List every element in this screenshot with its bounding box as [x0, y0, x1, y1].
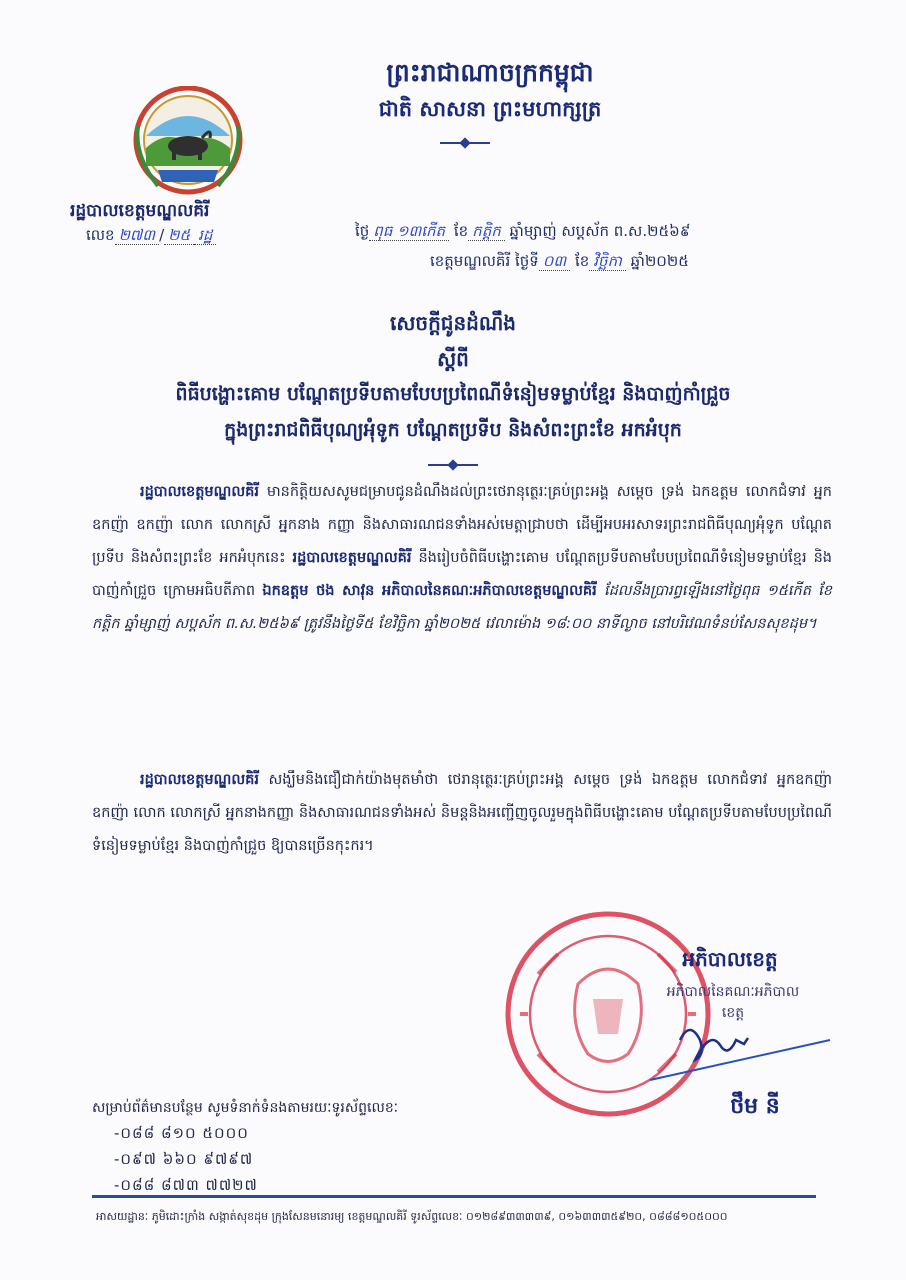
solar-prefix: ខេត្តមណ្ឌលគិរី ថ្ងៃទី [430, 252, 539, 270]
lunar-month-prefix: ខែ [453, 222, 469, 240]
signatory-title: អភិបាលខេត្ត [682, 947, 778, 971]
subject-line-1: ពិធីបង្ហោះគោម បណ្តែតប្រទីបតាមបែបប្រពៃណីទំនៀមទម្លាប់ខ្មែរ និងបាញ់កាំជ្រួច [175, 383, 731, 405]
solar-day: ០៣ [539, 252, 570, 271]
p1-issuer: រដ្ឋបាលខេត្តមណ្ឌលគិរី [140, 484, 259, 500]
p1-event-details: ដែលនឹងប្រារព្ធឡើងនៅថ្ងៃពុធ ១៥កើត ខែកត្តិក ឆ្នាំម្សាញ់ សប្តស័ក ព.ស.២៥៦៩ ត្រូវនឹងថ្ងៃទី៥ ខែវិច្ឆិកា ឆ្នាំ២០២៥ វេលាម៉ោង ១៨:០០ នាទីល្ងាច នៅបរិវេណទំនប់សែនសុខដុម។ [92, 583, 832, 632]
footer-divider [92, 1195, 816, 1198]
reference-number [86, 226, 306, 248]
solar-month: វិច្ឆិកា [589, 252, 626, 271]
phone-number: -០៩៧ ៦៦០ ៩៧៩៧ [114, 1150, 254, 1168]
solar-month-prefix: ខែ [575, 252, 590, 270]
p1-presider: ឯកឧត្តម ថង សាវុន អភិបាលនៃគណៈអភិបាលខេត្តមណ្ឌលគិរី [262, 583, 597, 599]
kingdom-heading: ព្រះរាជាណាចក្រកម្ពុជា [386, 58, 594, 87]
about-label: ស្តីពី [437, 347, 469, 371]
signatory-subtitle: អភិបាលនៃគណៈអភិបាលខេត្ត [666, 984, 800, 1021]
p1-text-1: មានកិត្តិយសសូមជម្រាបជូនដំណឹងដល់ព្រះថេរានុត្ថេរៈគ្រប់ព្រះអង្គ សម្តេច ទ្រង់ ឯកឧត្តម លោកជំទាវ អ្នកឧកញ៉ា ឧកញ៉ា លោក លោកស្រី អ្នកនាង កញ្ញា និងសាធារណជនទាំងអស់មេត្តាជ្រាបថា ដើម្បីអបអរសាទរព្រះរាជពិធីបុណ្យអុំទូក បណ្តែតប្រទីប និងសំពះព្រះខែ អកអំបុកនេះ [92, 484, 832, 566]
ref-code: ២៥ [164, 226, 194, 245]
header-ornament [440, 142, 490, 144]
phone-number: -០៨៨ ៨៧៣ ៧៧២៧ [114, 1176, 258, 1194]
p1-issuer-2: រដ្ឋបាលខេត្តមណ្ឌលគិរី [292, 550, 412, 566]
lunar-day: ពុធ ១៣កើត [369, 222, 449, 241]
p1-text-2: នឹងរៀបចំពិធីបង្ហោះគោម បណ្តែតប្រទីបតាមបែបប្រពៃណីទំនៀមទម្លាប់ខ្មែរ និងបាញ់កាំជ្រួច ក្រោមអធិបតីភាព [92, 550, 832, 599]
solar-year: ឆ្នាំ២០២៥ [630, 252, 689, 270]
p2-issuer: រដ្ឋបាលខេត្តមណ្ឌលគិរី [140, 772, 259, 788]
subject-line-2: ក្នុងព្រះរាជពិធីបុណ្យអុំទូក បណ្តែតប្រទីប និងសំពះព្រះខែ អកអំបុក [224, 419, 682, 441]
ref-prefix: លេខ [86, 226, 115, 244]
lunar-year: ឆ្នាំម្សាញ់ សប្តស័ក ព.ស.២៥៦៩ [509, 222, 691, 240]
lunar-date [355, 222, 845, 244]
body-paragraph-2 [92, 764, 832, 863]
lunar-prefix: ថ្ងៃ [355, 222, 370, 240]
ref-number: ២៧៣ [115, 226, 159, 245]
lunar-month: កត្ដិក [468, 222, 505, 241]
phone-number: -០៨៨ ៨១០ ៥០០០ [114, 1124, 249, 1142]
p2-text-1: សង្ឃឹមនិងជឿជាក់យ៉ាងមុតមាំថា ថេរានុត្ថេរៈគ្រប់ព្រះអង្គ សម្តេច ទ្រង់ ឯកឧត្តម លោកជំទាវ អ្នកឧកញ៉ា ឧកញ៉ា លោក លោកស្រី អ្នកនាងកញ្ញា និងសាធារណជនទាំងអស់ និមន្តនិងអញ្ជើញចូលរួមក្នុងពិធីបង្ហោះគោម បណ្តែតប្រទីបតាមបែបប្រពៃណីទំនៀមទម្លាប់ខ្មែរ និងបាញ់កាំជ្រួច ឱ្យបានច្រើនកុះករ។ [92, 772, 832, 854]
issuer-name: រដ្ឋបាលខេត្តមណ្ឌលគិរី [70, 201, 210, 221]
footer-address: អាសយដ្ឋានៈ ភូមិដោះក្រាំង សង្កាត់សុខដុម ក្រុងសែនមនោរម្យ ខេត្តមណ្ឌលគិរី ទូរស័ព្ទលេខៈ ០១២៨៩៣៣៣៣៩, ០១៦៣៣៣៥៩២០, ០៨៨៨១០៥០០០ [96, 1210, 728, 1223]
handwritten-signature [640, 1000, 840, 1090]
ref-separator: / [159, 226, 165, 244]
signatory-name: ថឹម នី [730, 1093, 780, 1119]
title-ornament [428, 464, 478, 466]
ref-suffix: រដ្ឋ [194, 226, 216, 245]
solar-date [430, 252, 850, 274]
document-type: សេចក្តីជូនដំណឹង [390, 311, 516, 335]
national-motto: ជាតិ សាសនា ព្រះមហាក្សត្រ [378, 96, 602, 121]
contact-label: សម្រាប់ព័ត៌មានបន្ថែម សូមទំនាក់ទំនងតាមរយៈទូរស័ព្ទលេខៈ [92, 1100, 398, 1116]
body-paragraph-1 [92, 476, 832, 641]
